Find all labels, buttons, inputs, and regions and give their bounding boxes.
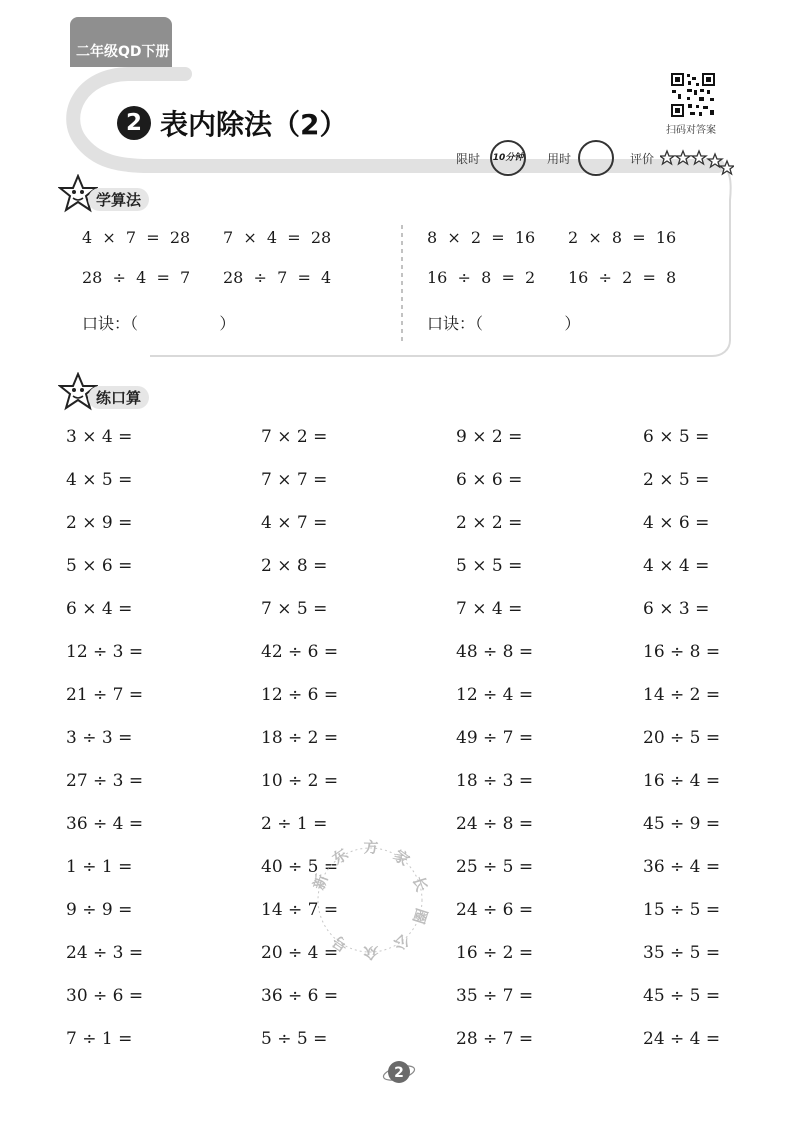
rating-stars[interactable] <box>660 148 734 176</box>
lesson-number: 2 <box>117 106 151 140</box>
practice-problem[interactable]: 7 × 2 = <box>261 427 328 447</box>
time-used-label: 用时 <box>547 152 572 166</box>
qr-code-icon[interactable] <box>670 72 716 118</box>
practice-problem[interactable]: 49 ÷ 7 = <box>456 728 534 748</box>
practice-problem[interactable]: 6 × 6 = <box>456 470 523 490</box>
grade-label: 二年级QD下册 <box>76 44 170 60</box>
practice-problem[interactable]: 9 × 2 = <box>456 427 523 447</box>
practice-problem[interactable]: 14 ÷ 7 = <box>261 900 339 920</box>
practice-problem[interactable]: 14 ÷ 2 = <box>643 685 721 705</box>
practice-problem[interactable]: 4 × 5 = <box>66 470 133 490</box>
lesson-title: 表内除法（2） <box>160 108 348 141</box>
practice-problem[interactable]: 36 ÷ 4 = <box>66 814 144 834</box>
practice-problem[interactable]: 36 ÷ 6 = <box>261 986 339 1006</box>
practice-problem[interactable]: 3 × 4 = <box>66 427 133 447</box>
practice-problem[interactable]: 12 ÷ 3 = <box>66 642 144 662</box>
practice-problem[interactable]: 2 × 5 = <box>643 470 710 490</box>
learn-equation: 16 ÷ 8 = 2 <box>427 268 536 287</box>
watermark-char: 公 <box>390 930 413 954</box>
star-icon <box>692 151 706 164</box>
page-number-badge <box>382 1058 416 1086</box>
practice-problem[interactable]: 6 × 3 = <box>643 599 710 619</box>
practice-problem[interactable]: 6 × 4 = <box>66 599 133 619</box>
practice-problem[interactable]: 7 × 7 = <box>261 470 328 490</box>
practice-problem[interactable]: 36 ÷ 4 = <box>643 857 721 877</box>
practice-problem[interactable]: 5 × 5 = <box>456 556 523 576</box>
learn-equation: 4 × 7 = 28 <box>82 228 191 247</box>
watermark-char: 东 <box>329 845 352 869</box>
practice-problem[interactable]: 42 ÷ 6 = <box>261 642 339 662</box>
practice-problem[interactable]: 6 × 5 = <box>643 427 710 447</box>
practice-problem[interactable]: 35 ÷ 5 = <box>643 943 721 963</box>
watermark-char: 方 <box>363 838 379 857</box>
learn-equation: 28 ÷ 7 = 4 <box>223 268 332 287</box>
practice-problem[interactable]: 16 ÷ 8 = <box>643 642 721 662</box>
star-icon <box>720 161 734 174</box>
practice-problem[interactable]: 24 ÷ 3 = <box>66 943 144 963</box>
star-icon <box>708 154 722 167</box>
star-icon <box>660 151 674 164</box>
practice-problem[interactable]: 12 ÷ 4 = <box>456 685 534 705</box>
practice-problem[interactable]: 25 ÷ 5 = <box>456 857 534 877</box>
learn-badge <box>58 176 150 216</box>
rating-label: 评价 <box>630 152 655 166</box>
practice-problem[interactable]: 35 ÷ 7 = <box>456 986 534 1006</box>
practice-problem[interactable]: 4 × 7 = <box>261 513 328 533</box>
learn-equation: 28 ÷ 4 = 7 <box>82 268 191 287</box>
watermark-char: 长 <box>409 874 431 894</box>
practice-problem[interactable]: 18 ÷ 2 = <box>261 728 339 748</box>
practice-problem[interactable]: 2 ÷ 1 = <box>261 814 328 834</box>
practice-problem[interactable]: 24 ÷ 4 = <box>643 1029 721 1049</box>
practice-problem[interactable]: 3 ÷ 3 = <box>66 728 133 748</box>
time-limit-label: 限时 <box>456 152 481 166</box>
practice-problem[interactable]: 16 ÷ 4 = <box>643 771 721 791</box>
watermark-char: 圈 <box>409 906 431 926</box>
practice-problem[interactable]: 27 ÷ 3 = <box>66 771 144 791</box>
practice-problem[interactable]: 9 ÷ 9 = <box>66 900 133 920</box>
practice-problem[interactable]: 4 × 6 = <box>643 513 710 533</box>
learn-equation: 16 ÷ 2 = 8 <box>568 268 677 287</box>
learn-equation: 2 × 8 = 16 <box>568 228 677 247</box>
practice-problem[interactable]: 7 × 4 = <box>456 599 523 619</box>
learn-badge-label: 学算法 <box>88 188 149 211</box>
practice-problem[interactable]: 4 × 4 = <box>643 556 710 576</box>
practice-problem[interactable]: 7 × 5 = <box>261 599 328 619</box>
practice-problem[interactable]: 21 ÷ 7 = <box>66 685 144 705</box>
practice-badge-label: 练口算 <box>88 386 149 409</box>
practice-problem[interactable]: 45 ÷ 9 = <box>643 814 721 834</box>
practice-problem[interactable]: 1 ÷ 1 = <box>66 857 133 877</box>
practice-problem[interactable]: 24 ÷ 6 = <box>456 900 534 920</box>
practice-badge <box>58 374 150 414</box>
practice-problem[interactable]: 20 ÷ 4 = <box>261 943 339 963</box>
time-limit-clock: 10分钟 <box>490 140 526 176</box>
practice-problem[interactable]: 15 ÷ 5 = <box>643 900 721 920</box>
practice-problem[interactable]: 5 ÷ 5 = <box>261 1029 328 1049</box>
practice-problem[interactable]: 2 × 8 = <box>261 556 328 576</box>
practice-problem[interactable]: 30 ÷ 6 = <box>66 986 144 1006</box>
practice-problem[interactable]: 40 ÷ 5 = <box>261 857 339 877</box>
practice-problem[interactable]: 24 ÷ 8 = <box>456 814 534 834</box>
koujue-left[interactable]: 口诀：（ ） <box>82 314 236 333</box>
practice-problem[interactable]: 5 × 6 = <box>66 556 133 576</box>
practice-problem[interactable]: 45 ÷ 5 = <box>643 986 721 1006</box>
learn-equation: 8 × 2 = 16 <box>427 228 536 247</box>
practice-problem[interactable]: 7 ÷ 1 = <box>66 1029 133 1049</box>
practice-problem[interactable]: 10 ÷ 2 = <box>261 771 339 791</box>
watermark-char: 新 <box>309 871 332 893</box>
star-icon <box>676 151 690 164</box>
watermark-char: 众 <box>363 943 379 962</box>
practice-problem[interactable]: 2 × 9 = <box>66 513 133 533</box>
page-number: 2 <box>394 1065 404 1081</box>
qr-label: 扫码对答案 <box>666 125 716 136</box>
time-used-clock[interactable] <box>578 140 614 176</box>
watermark-stamp <box>300 830 440 970</box>
practice-problem[interactable]: 2 × 2 = <box>456 513 523 533</box>
practice-problem[interactable]: 28 ÷ 7 = <box>456 1029 534 1049</box>
practice-problem[interactable]: 18 ÷ 3 = <box>456 771 534 791</box>
practice-problem[interactable]: 12 ÷ 6 = <box>261 685 339 705</box>
koujue-right[interactable]: 口诀：（ ） <box>427 314 581 333</box>
practice-problem[interactable]: 16 ÷ 2 = <box>456 943 534 963</box>
watermark-char: 家 <box>390 846 413 870</box>
practice-problem[interactable]: 20 ÷ 5 = <box>643 728 721 748</box>
learn-equation: 7 × 4 = 28 <box>223 228 332 247</box>
watermark-char: 号 <box>329 931 352 955</box>
practice-problem[interactable]: 48 ÷ 8 = <box>456 642 534 662</box>
